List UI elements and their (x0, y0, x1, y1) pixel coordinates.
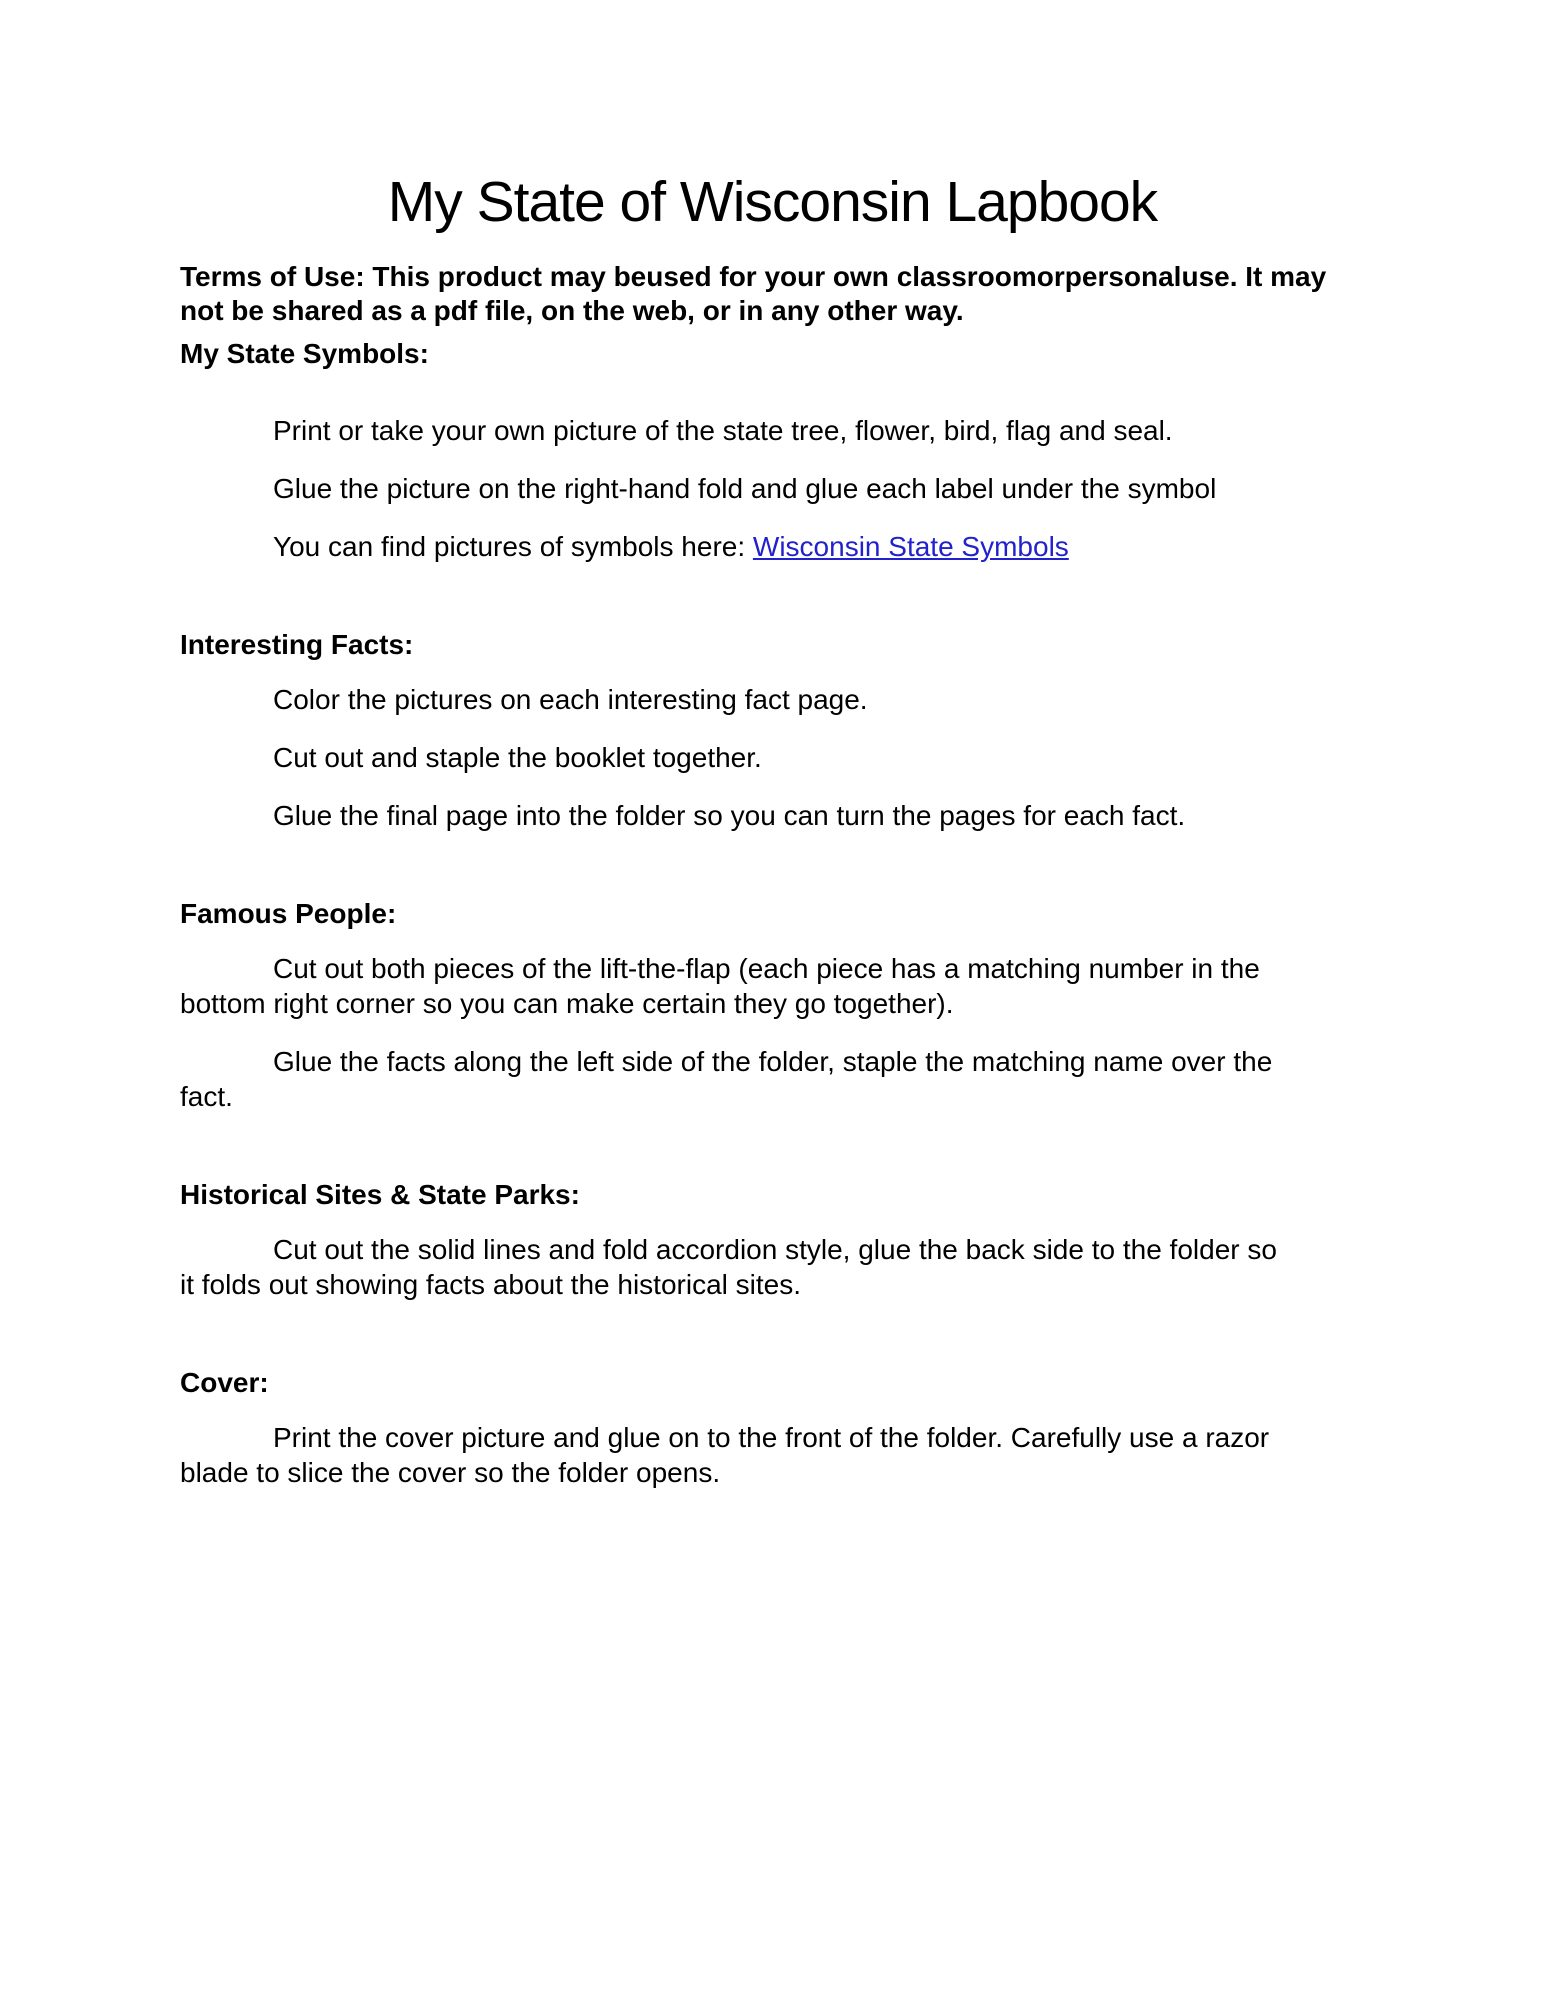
section-historical-sites (180, 1177, 1365, 1302)
section-interesting-facts (180, 627, 1365, 833)
text-line: Glue the picture on the right-hand fold and glue each label under the symbol (273, 473, 1217, 504)
text-line: fact. (180, 1081, 233, 1112)
heading-my-state-symbols: My State Symbols: (180, 338, 429, 369)
section-cover (180, 1365, 1365, 1490)
instruction-color-pictures (180, 682, 1365, 717)
instruction-glue-final-page (180, 798, 1365, 833)
text-line: Color the pictures on each interesting fact page. (273, 684, 868, 715)
text-line: not be shared as a pdf file, on the web, or in any other way. (180, 295, 964, 326)
instruction-find-symbols-text: You can find pictures of symbols here: (273, 531, 753, 562)
wisconsin-state-symbols-link[interactable]: Wisconsin State Symbols (752, 531, 1069, 562)
heading-famous-people: Famous People: (180, 898, 397, 929)
text-line: blade to slice the cover so the folder opens. (180, 1457, 721, 1488)
text-line: Cut out and staple the booklet together. (273, 742, 762, 773)
text-line: Cut out both pieces of the lift-the-flap (each piece has a matching number in the (273, 953, 1260, 984)
text-line: bottom right corner so you can make certain they go together). (180, 988, 954, 1019)
section-my-state-symbols (180, 336, 1365, 564)
instruction-print-picture (180, 413, 1365, 448)
instruction-glue-facts (180, 1044, 1365, 1114)
instruction-glue-picture (180, 471, 1365, 506)
section-famous-people (180, 896, 1365, 1114)
instruction-cut-lift-the-flap (180, 951, 1365, 1021)
document-title: My State of Wisconsin Lapbook (387, 170, 1158, 234)
text-line: Glue the final page into the folder so you can turn the pages for each fact. (273, 800, 1186, 831)
terms-of-use (180, 260, 1365, 328)
instruction-accordion-fold (180, 1232, 1365, 1302)
text-line: Glue the facts along the left side of the folder, staple the matching name over the (273, 1046, 1273, 1077)
instruction-find-symbols (180, 529, 1365, 564)
text-line: Terms of Use: This product may beused for your own classroomorpersonaluse. It may (180, 261, 1327, 292)
text-line: it folds out showing facts about the historical sites. (180, 1269, 801, 1300)
heading-interesting-facts: Interesting Facts: (180, 629, 414, 660)
heading-cover: Cover: (180, 1367, 269, 1398)
heading-historical-sites: Historical Sites & State Parks: (180, 1179, 580, 1210)
text-line: Print or take your own picture of the state tree, flower, bird, flag and seal. (273, 415, 1173, 446)
instruction-cut-staple (180, 740, 1365, 775)
text-line: Print the cover picture and glue on to the front of the folder. Carefully use a razor (273, 1422, 1270, 1453)
instruction-print-cover (180, 1420, 1365, 1490)
text-line: Cut out the solid lines and fold accordion style, glue the back side to the folder so (273, 1234, 1277, 1265)
